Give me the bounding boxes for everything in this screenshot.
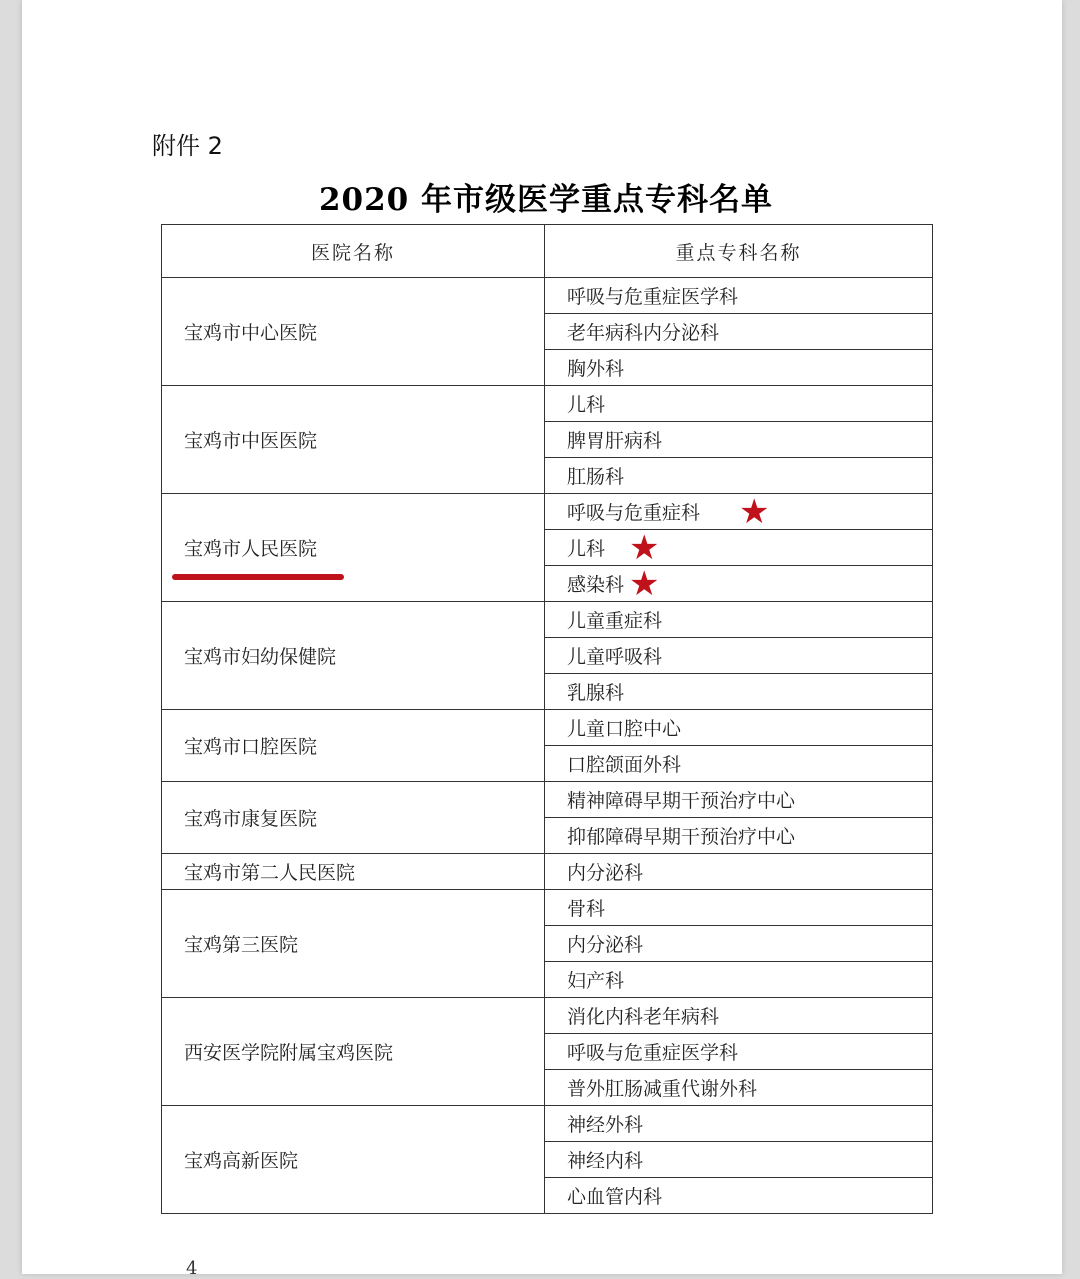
specialty-cell xyxy=(545,1034,933,1070)
specialty-cell xyxy=(545,746,933,782)
header-specialty-name: 重点专科名称 xyxy=(545,225,933,278)
specialty-cell xyxy=(545,527,933,568)
hospital-name-cell: 宝鸡市康复医院 xyxy=(162,782,545,854)
specialty-name xyxy=(567,282,738,309)
specialty-name xyxy=(567,354,624,381)
table-row xyxy=(162,782,933,818)
table-row xyxy=(162,854,933,890)
specialty-cell xyxy=(545,350,933,386)
hospital-name-cell: 宝鸡市妇幼保健院 xyxy=(162,602,545,710)
specialty-label: 儿童呼吸科 xyxy=(567,646,663,668)
specialty-cell xyxy=(545,926,933,962)
header-hospital-name: 医院名称 xyxy=(162,225,545,278)
page-number: 4 xyxy=(186,1258,198,1279)
specialty-cell xyxy=(545,1178,933,1214)
specialty-name xyxy=(567,642,662,669)
specialty-label: 内分泌科 xyxy=(567,862,644,884)
specialty-label: 老年病科内分泌科 xyxy=(567,322,720,344)
specialty-label: 呼吸与危重症医学科 xyxy=(567,1042,739,1064)
red-underline-annotation xyxy=(172,574,344,580)
table-row xyxy=(162,386,933,422)
specialty-name xyxy=(567,894,605,921)
specialty-cell xyxy=(545,458,933,494)
table-row xyxy=(162,278,933,314)
specialty-label: 儿童重症科 xyxy=(567,610,663,632)
specialty-name xyxy=(567,1146,643,1173)
specialty-label: 胸外科 xyxy=(567,358,625,380)
specialty-name xyxy=(567,750,681,777)
table-row xyxy=(162,1106,933,1142)
specialty-cell xyxy=(545,563,933,604)
specialty-name xyxy=(567,390,605,417)
star-icon: ★ xyxy=(629,527,660,568)
specialty-name xyxy=(567,786,795,813)
specialty-name xyxy=(567,714,681,741)
table-header-row xyxy=(162,225,933,278)
specialty-cell xyxy=(545,278,933,314)
specialty-name xyxy=(567,1074,757,1101)
attachment-label: 附件 2 xyxy=(152,132,223,160)
specialty-cell xyxy=(545,314,933,350)
table-row xyxy=(162,494,933,530)
specialty-label: 内分泌科 xyxy=(567,934,644,956)
specialty-label: 儿科 xyxy=(567,538,606,560)
specialty-cell xyxy=(545,998,933,1034)
specialty-label: 儿科 xyxy=(567,394,606,416)
specialty-name xyxy=(567,678,624,705)
specialty-cell xyxy=(545,386,933,422)
hospital-name-cell: 宝鸡市口腔医院 xyxy=(162,710,545,782)
specialty-label: 呼吸与危重症科 xyxy=(567,502,701,524)
table-row xyxy=(162,602,933,638)
specialty-name xyxy=(567,1002,719,1029)
specialty-label: 感染科 xyxy=(567,574,625,596)
hospital-name-cell: 宝鸡高新医院 xyxy=(162,1106,545,1214)
hospital-name-cell: 宝鸡市中医医院 xyxy=(162,386,545,494)
hospital-name-cell: 宝鸡市中心医院 xyxy=(162,278,545,386)
specialty-cell xyxy=(545,818,933,854)
specialty-label: 肛肠科 xyxy=(567,466,625,488)
specialty-cell xyxy=(545,422,933,458)
specialty-cell xyxy=(545,890,933,926)
specialty-cell xyxy=(545,491,933,532)
table-row xyxy=(162,710,933,746)
specialty-label: 乳腺科 xyxy=(567,682,625,704)
hospital-name-cell: 宝鸡第三医院 xyxy=(162,890,545,998)
specialty-label: 心血管内科 xyxy=(567,1186,663,1208)
specialty-cell xyxy=(545,854,933,890)
specialty-name xyxy=(567,462,624,489)
specialty-label: 抑郁障碍早期干预治疗中心 xyxy=(567,826,796,848)
specialty-name xyxy=(567,527,660,568)
specialty-cell xyxy=(545,782,933,818)
specialty-label: 儿童口腔中心 xyxy=(567,718,682,740)
specialty-name xyxy=(567,822,795,849)
specialty-name xyxy=(567,1182,662,1209)
specialty-name xyxy=(567,606,662,633)
star-icon: ★ xyxy=(629,563,660,604)
specialty-cell xyxy=(545,638,933,674)
specialty-label: 妇产科 xyxy=(567,970,625,992)
specialty-label: 精神障碍早期干预治疗中心 xyxy=(567,790,796,812)
specialty-name xyxy=(567,563,660,604)
hospital-name-cell: 宝鸡市人民医院 xyxy=(162,494,545,602)
specialty-label: 普外肛肠减重代谢外科 xyxy=(567,1078,758,1100)
specialty-cell xyxy=(545,1142,933,1178)
specialty-label: 呼吸与危重症医学科 xyxy=(567,286,739,308)
specialty-label: 神经外科 xyxy=(567,1114,644,1136)
specialty-cell xyxy=(545,1070,933,1106)
star-icon: ★ xyxy=(739,491,770,532)
specialty-label: 神经内科 xyxy=(567,1150,644,1172)
specialty-name xyxy=(567,426,662,453)
page-title: 2020 年市级医学重点专科名单 xyxy=(318,182,774,218)
specialty-cell xyxy=(545,674,933,710)
specialty-name xyxy=(567,1110,643,1137)
specialty-label: 口腔颌面外科 xyxy=(567,754,682,776)
specialty-cell xyxy=(545,962,933,998)
table-row xyxy=(162,998,933,1034)
specialty-name xyxy=(567,1038,738,1065)
hospital-name-cell: 宝鸡市第二人民医院 xyxy=(162,854,545,890)
specialty-name xyxy=(567,858,643,885)
specialty-name xyxy=(567,491,770,532)
table-row xyxy=(162,890,933,926)
specialty-cell xyxy=(545,602,933,638)
specialty-label: 消化内科老年病科 xyxy=(567,1006,720,1028)
specialty-table xyxy=(161,224,933,1214)
specialty-cell xyxy=(545,710,933,746)
hospital-name-cell: 西安医学院附属宝鸡医院 xyxy=(162,998,545,1106)
specialty-name xyxy=(567,318,719,345)
specialty-name xyxy=(567,966,624,993)
specialty-cell xyxy=(545,1106,933,1142)
specialty-label: 骨科 xyxy=(567,898,606,920)
specialty-label: 脾胃肝病科 xyxy=(567,430,663,452)
specialty-name xyxy=(567,930,643,957)
